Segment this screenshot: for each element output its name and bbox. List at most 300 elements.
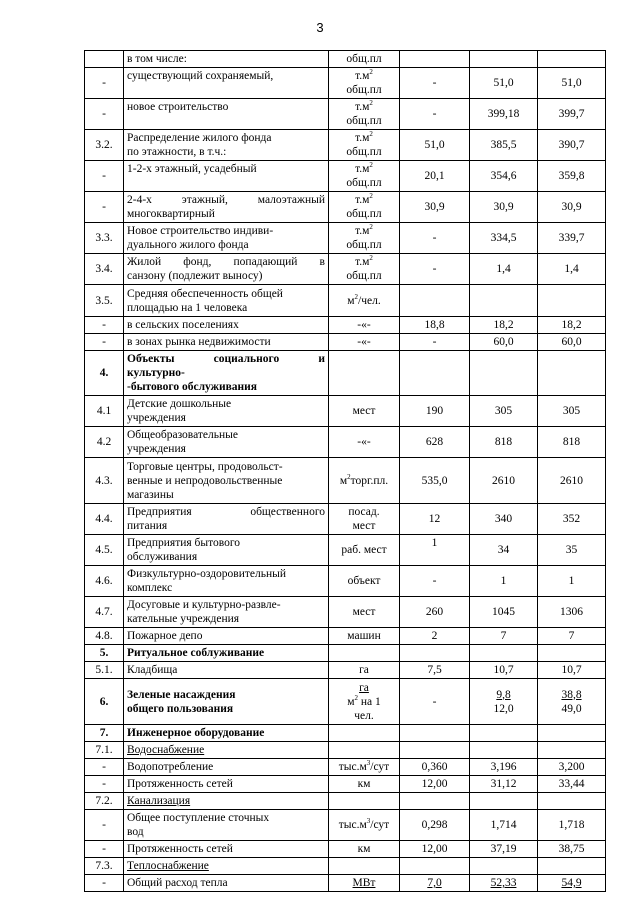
- value-first-stage: 51,0: [470, 68, 538, 99]
- table-row: [85, 841, 606, 858]
- row-name-line: -бытового обслуживания: [127, 381, 258, 393]
- row-name-line: по этажности, в т.ч.:: [127, 146, 227, 158]
- value-existing: [400, 858, 470, 875]
- table-row: [85, 875, 606, 892]
- unit-superscript: 2: [369, 161, 373, 170]
- row-name-line: площадью на 1 человека: [127, 301, 248, 314]
- table-row: [85, 51, 606, 68]
- unit-text: м: [347, 695, 355, 708]
- row-unit: [329, 645, 400, 662]
- row-unit: -«-: [329, 317, 400, 334]
- row-number: 7.3.: [85, 858, 124, 875]
- row-unit: [329, 99, 400, 130]
- row-name-line: Предприятия бытового: [127, 537, 241, 549]
- row-name-line: Торговые центры, продовольст-: [127, 460, 283, 473]
- row-unit: МВт: [329, 875, 400, 892]
- value-first-stage: [470, 742, 538, 759]
- row-number: -: [85, 192, 124, 223]
- value-first-stage: 305: [470, 396, 538, 427]
- row-name-line: кательные учреждения: [127, 613, 240, 625]
- value-existing: -: [400, 68, 470, 99]
- value-estimated: 33,44: [538, 776, 606, 793]
- value-estimated: 818: [538, 427, 606, 458]
- unit-subtext: общ.пл: [346, 208, 382, 220]
- row-unit: [329, 285, 400, 317]
- table-row: [85, 317, 606, 334]
- value-estimated: 390,7: [538, 130, 606, 161]
- value-numerator: 38,8: [561, 688, 582, 701]
- value-existing: [400, 351, 470, 396]
- row-unit: [329, 725, 400, 742]
- value-first-stage: 52,33: [470, 875, 538, 892]
- row-name: [124, 192, 329, 223]
- value-first-stage: 385,5: [470, 130, 538, 161]
- row-name-line: Распределение жилого фонда: [127, 132, 272, 144]
- row-unit: [329, 68, 400, 99]
- row-name: [124, 597, 329, 628]
- row-name-line: Средняя обеспеченность общей: [127, 287, 283, 300]
- value-estimated: 1,718: [538, 810, 606, 841]
- row-name: в том числе:: [124, 51, 329, 68]
- row-name: Теплоснабжение: [124, 858, 329, 875]
- unit-tail: /чел.: [358, 294, 381, 307]
- value-first-stage: 18,2: [470, 317, 538, 334]
- row-name-line: Физкультурно-оздоровительный: [127, 568, 287, 580]
- row-number: -: [85, 776, 124, 793]
- unit-text: т.м: [355, 225, 370, 237]
- row-name: Инженерное оборудование: [124, 725, 329, 742]
- value-first-stage: [470, 51, 538, 68]
- unit-text: т.м: [355, 256, 370, 268]
- value-existing: -: [400, 679, 470, 725]
- row-name: в сельских поселениях: [124, 317, 329, 334]
- value-first-stage: 1,714: [470, 810, 538, 841]
- value-estimated: 352: [538, 504, 606, 535]
- unit-superscript: 2: [369, 99, 373, 108]
- unit-superscript: 2: [354, 292, 359, 301]
- row-number: -: [85, 875, 124, 892]
- row-name-line: Зеленые насаждения: [127, 688, 236, 701]
- value-estimated: [538, 725, 606, 742]
- value-existing: [400, 645, 470, 662]
- row-number: 4.7.: [85, 597, 124, 628]
- unit-subtext: общ.пл: [346, 177, 382, 189]
- row-unit: [329, 679, 400, 725]
- row-number: -: [85, 68, 124, 99]
- row-unit: машин: [329, 628, 400, 645]
- value-estimated: 30,9: [538, 192, 606, 223]
- value-estimated: 18,2: [538, 317, 606, 334]
- row-number: -: [85, 161, 124, 192]
- row-name: [124, 351, 329, 396]
- row-number: 3.2.: [85, 130, 124, 161]
- value-denominator: 12,0: [493, 702, 514, 715]
- table-row: [85, 759, 606, 776]
- row-name-line: многоквартирный: [127, 208, 215, 220]
- row-number: 4.: [85, 351, 124, 396]
- value-existing: [400, 285, 470, 317]
- unit-text: га: [359, 681, 369, 694]
- value-estimated: [538, 679, 606, 725]
- row-unit: раб. мест: [329, 535, 400, 566]
- table-row: [85, 858, 606, 875]
- row-name: Кладбища: [124, 662, 329, 679]
- unit-subtext: общ.пл: [346, 239, 382, 251]
- row-number: 3.5.: [85, 285, 124, 317]
- table-row: [85, 130, 606, 161]
- row-name: новое строительство: [124, 99, 329, 130]
- value-first-stage: 818: [470, 427, 538, 458]
- value-estimated: 1306: [538, 597, 606, 628]
- table-row: [85, 810, 606, 841]
- value-existing: 12: [400, 504, 470, 535]
- page-number: 3: [316, 20, 324, 35]
- row-unit: км: [329, 841, 400, 858]
- table-row: [85, 535, 606, 566]
- value-estimated: 54,9: [538, 875, 606, 892]
- row-number: -: [85, 759, 124, 776]
- row-name-line: Предприятия общественного: [127, 506, 325, 518]
- table-row: [85, 679, 606, 725]
- value-estimated: 35: [538, 535, 606, 566]
- value-existing: 190: [400, 396, 470, 427]
- unit-subtext: мест: [352, 520, 376, 532]
- row-unit: мест: [329, 597, 400, 628]
- value-first-stage: [470, 858, 538, 875]
- row-unit: -«-: [329, 334, 400, 351]
- row-name-line: комплекс: [127, 582, 173, 594]
- row-number: [85, 51, 124, 68]
- value-estimated: [538, 645, 606, 662]
- value-first-stage: 37,19: [470, 841, 538, 858]
- row-number: 4.8.: [85, 628, 124, 645]
- row-unit: [329, 351, 400, 396]
- unit-superscript: 3: [366, 817, 371, 826]
- row-number: -: [85, 334, 124, 351]
- value-estimated: [538, 858, 606, 875]
- row-name: существующий сохраняемый,: [124, 68, 329, 99]
- row-name-line: вод: [127, 826, 144, 838]
- row-number: -: [85, 99, 124, 130]
- row-name: Общий расход тепла: [124, 875, 329, 892]
- row-name-line: учреждения: [127, 412, 186, 424]
- row-number: 7.2.: [85, 793, 124, 810]
- row-name: Канализация: [124, 793, 329, 810]
- table-row: [85, 427, 606, 458]
- row-name: Ритуальное соблуживание: [124, 645, 329, 662]
- table-row: [85, 351, 606, 396]
- unit-text: т.м: [355, 101, 370, 113]
- row-name: [124, 223, 329, 254]
- value-first-stage: 7: [470, 628, 538, 645]
- row-name: [124, 535, 329, 566]
- value-estimated: 60,0: [538, 334, 606, 351]
- unit-superscript: 3: [366, 759, 371, 768]
- row-unit: мест: [329, 396, 400, 427]
- value-estimated: [538, 793, 606, 810]
- value-first-stage: 60,0: [470, 334, 538, 351]
- value-existing: 30,9: [400, 192, 470, 223]
- row-unit: [329, 192, 400, 223]
- value-estimated: [538, 285, 606, 317]
- row-name: [124, 285, 329, 317]
- row-unit: общ.пл: [329, 51, 400, 68]
- value-first-stage: 399,18: [470, 99, 538, 130]
- value-existing: 20,1: [400, 161, 470, 192]
- value-existing: 1: [400, 535, 470, 566]
- table-row: [85, 725, 606, 742]
- unit-superscript: 2: [354, 693, 358, 702]
- row-name: [124, 458, 329, 504]
- value-estimated: 3,200: [538, 759, 606, 776]
- value-estimated: 38,75: [538, 841, 606, 858]
- unit-tail: /сут: [370, 761, 390, 773]
- row-name: [124, 566, 329, 597]
- row-number: 7.1.: [85, 742, 124, 759]
- value-first-stage: [470, 793, 538, 810]
- unit-text: т.м: [355, 163, 370, 175]
- row-number: 5.: [85, 645, 124, 662]
- unit-tail: торг.пл.: [350, 474, 389, 487]
- unit-superscript: 2: [369, 68, 373, 77]
- table-row: [85, 396, 606, 427]
- row-name: [124, 810, 329, 841]
- row-name: в зонах рынка недвижимости: [124, 334, 329, 351]
- row-name: [124, 396, 329, 427]
- row-name-line: магазины: [127, 488, 174, 501]
- row-unit: [329, 254, 400, 285]
- row-unit: [329, 130, 400, 161]
- value-first-stage: 3,196: [470, 759, 538, 776]
- unit-text: посад.: [348, 506, 380, 518]
- table-row: [85, 161, 606, 192]
- row-number: -: [85, 841, 124, 858]
- row-unit: км: [329, 776, 400, 793]
- row-unit: [329, 458, 400, 504]
- row-unit: [329, 759, 400, 776]
- row-name-line: Новое строительство индиви-: [127, 225, 274, 237]
- row-name-line: санзону (подлежит выносу): [127, 270, 263, 282]
- value-existing: -: [400, 254, 470, 285]
- value-estimated: 1: [538, 566, 606, 597]
- value-first-stage: 1,4: [470, 254, 538, 285]
- unit-subtext: общ.пл: [346, 146, 382, 158]
- row-number: 5.1.: [85, 662, 124, 679]
- row-unit: [329, 858, 400, 875]
- unit-subtext: общ.пл: [346, 270, 382, 282]
- value-existing: -: [400, 223, 470, 254]
- row-unit: объект: [329, 566, 400, 597]
- table-row: [85, 645, 606, 662]
- row-number: -: [85, 317, 124, 334]
- row-name-line: Детские дошкольные: [127, 398, 232, 410]
- table-row: [85, 776, 606, 793]
- row-name-line: обслуживания: [127, 551, 198, 563]
- value-existing: 535,0: [400, 458, 470, 504]
- value-estimated: 359,8: [538, 161, 606, 192]
- row-unit: [329, 223, 400, 254]
- value-first-stage: [470, 679, 538, 725]
- value-estimated: 1,4: [538, 254, 606, 285]
- value-first-stage: [470, 351, 538, 396]
- value-existing: 12,00: [400, 841, 470, 858]
- value-estimated: 399,7: [538, 99, 606, 130]
- row-number: 4.2: [85, 427, 124, 458]
- row-name-line: Досуговые и культурно-развле-: [127, 599, 281, 611]
- row-name: [124, 427, 329, 458]
- unit-text: т.м: [355, 70, 370, 82]
- table-row: [85, 223, 606, 254]
- table-row: [85, 504, 606, 535]
- value-existing: -: [400, 334, 470, 351]
- value-first-stage: 340: [470, 504, 538, 535]
- row-number: -: [85, 810, 124, 841]
- row-number: 4.1: [85, 396, 124, 427]
- value-first-stage: [470, 645, 538, 662]
- value-existing: -: [400, 99, 470, 130]
- value-existing: 628: [400, 427, 470, 458]
- value-existing: 7,5: [400, 662, 470, 679]
- row-number: 3.3.: [85, 223, 124, 254]
- value-estimated: [538, 351, 606, 396]
- row-name-line: 2-4-х этажный, малоэтажный: [127, 194, 325, 206]
- value-first-stage: 2610: [470, 458, 538, 504]
- value-existing: [400, 725, 470, 742]
- row-name: [124, 130, 329, 161]
- table-row: [85, 99, 606, 130]
- value-existing: 260: [400, 597, 470, 628]
- row-name: Пожарное депо: [124, 628, 329, 645]
- value-estimated: 10,7: [538, 662, 606, 679]
- unit-superscript: 2: [369, 130, 373, 139]
- unit-text: м: [339, 474, 348, 487]
- unit-superscript: 2: [369, 254, 373, 263]
- value-estimated: 2610: [538, 458, 606, 504]
- value-estimated: [538, 742, 606, 759]
- value-existing: 51,0: [400, 130, 470, 161]
- value-estimated: 339,7: [538, 223, 606, 254]
- value-existing: 0,360: [400, 759, 470, 776]
- unit-superscript: 2: [369, 192, 373, 201]
- row-name-line: учреждения: [127, 443, 186, 455]
- value-existing: 12,00: [400, 776, 470, 793]
- value-numerator: 9,8: [496, 688, 511, 701]
- value-estimated: 51,0: [538, 68, 606, 99]
- row-number: 4.4.: [85, 504, 124, 535]
- row-unit: [329, 504, 400, 535]
- value-estimated: [538, 51, 606, 68]
- value-first-stage: 30,9: [470, 192, 538, 223]
- table-row: [85, 68, 606, 99]
- row-name: [124, 254, 329, 285]
- row-name-line: Общее поступление сточных: [127, 812, 270, 824]
- table-row: [85, 628, 606, 645]
- value-first-stage: 354,6: [470, 161, 538, 192]
- value-first-stage: 34: [470, 535, 538, 566]
- table-row: [85, 566, 606, 597]
- unit-tail: /сут: [370, 819, 390, 831]
- row-name-line: венные и непродовольственные: [127, 474, 283, 487]
- row-number: 4.5.: [85, 535, 124, 566]
- value-first-stage: [470, 725, 538, 742]
- unit-superscript: 2: [347, 472, 351, 481]
- value-estimated: 7: [538, 628, 606, 645]
- value-first-stage: 10,7: [470, 662, 538, 679]
- unit-tail: на 1: [358, 695, 381, 708]
- table-row: [85, 458, 606, 504]
- row-number: 6.: [85, 679, 124, 725]
- table-row: [85, 793, 606, 810]
- unit-subtext: чел.: [354, 709, 374, 722]
- unit-subtext: общ.пл: [346, 84, 382, 96]
- row-unit: -«-: [329, 427, 400, 458]
- row-number: 4.3.: [85, 458, 124, 504]
- row-number: 7.: [85, 725, 124, 742]
- row-name: Протяженность сетей: [124, 776, 329, 793]
- row-name-line: культурно-: [127, 367, 185, 379]
- table-row: [85, 597, 606, 628]
- table-row: [85, 254, 606, 285]
- row-unit: [329, 793, 400, 810]
- value-existing: 7,0: [400, 875, 470, 892]
- value-first-stage: [470, 285, 538, 317]
- unit-text: т.м: [355, 132, 370, 144]
- row-name-line: Жилой фонд, попадающий в: [127, 256, 325, 268]
- row-name-line: дуального жилого фонда: [127, 239, 249, 251]
- value-first-stage: 334,5: [470, 223, 538, 254]
- unit-text: т.м: [355, 194, 370, 206]
- row-name: Протяженность сетей: [124, 841, 329, 858]
- value-first-stage: 1045: [470, 597, 538, 628]
- value-first-stage: 31,12: [470, 776, 538, 793]
- row-name-line: Общеобразовательные: [127, 429, 238, 441]
- value-denominator: 49,0: [561, 702, 582, 715]
- row-unit: [329, 161, 400, 192]
- row-unit: [329, 810, 400, 841]
- row-name: 1-2-х этажный, усадебный: [124, 161, 329, 192]
- unit-text: тыс.м: [338, 819, 367, 831]
- value-existing: [400, 793, 470, 810]
- table-row: [85, 285, 606, 317]
- row-name: Водоснабжение: [124, 742, 329, 759]
- table-row: [85, 662, 606, 679]
- row-number: 4.6.: [85, 566, 124, 597]
- value-existing: 2: [400, 628, 470, 645]
- table-row: [85, 334, 606, 351]
- row-number: 3.4.: [85, 254, 124, 285]
- value-first-stage: 1: [470, 566, 538, 597]
- unit-subtext: общ.пл: [346, 115, 382, 127]
- value-existing: [400, 51, 470, 68]
- row-name: Водопотребление: [124, 759, 329, 776]
- table-row: [85, 742, 606, 759]
- value-existing: -: [400, 566, 470, 597]
- row-name-line: общего пользования: [127, 702, 234, 715]
- row-name-line: питания: [127, 520, 168, 532]
- row-name: [124, 679, 329, 725]
- indicators-table: [84, 50, 606, 892]
- row-name-line: Объекты социального и: [127, 353, 325, 365]
- value-estimated: 305: [538, 396, 606, 427]
- table-row: [85, 192, 606, 223]
- value-existing: [400, 742, 470, 759]
- row-unit: га: [329, 662, 400, 679]
- value-existing: 18,8: [400, 317, 470, 334]
- row-name: [124, 504, 329, 535]
- unit-text: м: [347, 294, 355, 307]
- unit-superscript: 2: [369, 223, 373, 232]
- row-unit: [329, 742, 400, 759]
